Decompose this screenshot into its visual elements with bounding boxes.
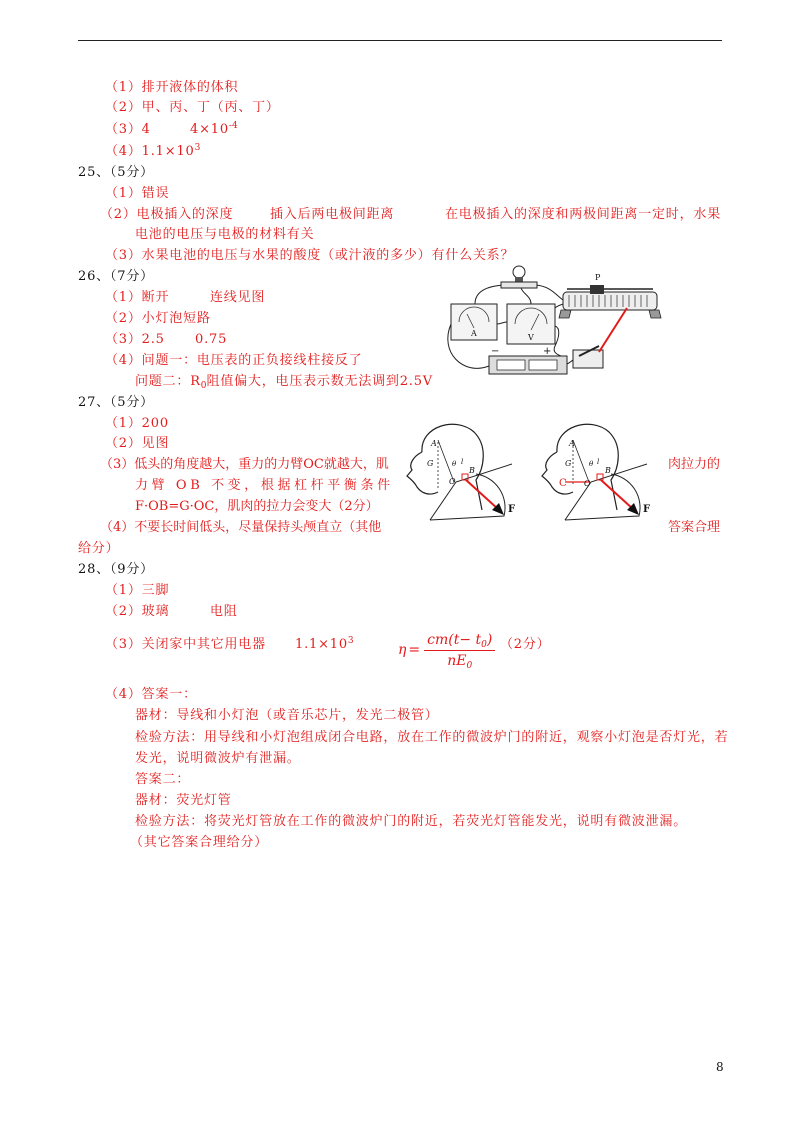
q26-answer-2: （2）小灯泡短路 [105,311,211,326]
q28-answer-3-base: 1.1×10 [295,637,348,652]
label-F: F [508,504,516,515]
q24-answer-4-base: （4）1.1×10 [105,144,195,159]
q26-answer-4-line2-prefix: 问题二：R [135,374,201,389]
q27-answer-4-line2: 给分） [78,541,120,556]
ammeter-label: A [471,329,477,338]
q24-answer-3-label: （3）4 [105,122,151,137]
wire-ammeter-voltmeter [497,322,507,324]
q24-answer-4-exponent: 3 [194,143,201,153]
battery-cell-1 [497,360,525,370]
q28-answer-3-value [295,637,354,653]
label-A: A [431,439,437,448]
q26-heading: 26、（7分） [78,269,154,284]
q28-option1-method-line2: 发光，说明微波炉有泄漏。 [135,751,301,766]
q24-answer-3-base: 4×10 [190,122,229,137]
label-theta: θ [452,460,457,468]
denominator-main: nE [447,652,467,669]
q24-answer-1: （1）排开液体的体积 [105,80,239,95]
label-theta: θ [589,460,594,468]
q28-option1-equipment: 器材：导线和小灯泡（或音乐芯片，发光二极管） [135,708,439,723]
q27-answer-4-line1: （4）不要长时间低头，尽量保持头颅直立（其他 [100,520,382,535]
q28-option1-method-line1: 检验方法：用导线和小灯泡组成闭合电路，放在工作的微波炉门的附近，观察小灯泡是否灯光，若 [135,730,729,745]
q27-answer-3-line1-right: 肉拉力的 [668,457,721,472]
force-arrow-line [466,480,498,509]
q28-option2-equipment: 器材：荧光灯管 [135,793,232,808]
numerator-close: ) [486,631,493,648]
q26-answer-4-line2-suffix: 阻值偏大，电压表示数无法调到2.5V [206,374,433,389]
red-wire [599,308,627,352]
header-rule [78,40,722,41]
q28-answer-2-part1: （2）玻璃 [105,604,170,619]
label-F: F [643,504,651,515]
q25-answer-2-part3: 在电极插入的深度和两极间距离一定时，水果 [445,207,722,222]
q26-answer-4-line2-subscript: 0 [200,381,207,391]
q28-answer-3-part1: （3）关闭家中其它用电器 [105,637,266,652]
q28-answer-1: （1）三脚 [105,583,170,598]
battery-positive-label: + [543,346,552,357]
bulb-icon [513,266,525,278]
label-B: B [605,466,611,475]
label-l: l [461,458,464,466]
q28-answer-2-part2: 电阻 [210,604,238,619]
rheostat [559,285,661,318]
circuit-diagram [445,264,667,388]
numerator-subscript: 0 [481,639,487,650]
q24-answer-2: （2）甲、丙、丁（丙、丁） [105,100,280,115]
q28-note: （其它答案合理给分） [130,835,269,850]
q27-answer-4-line1-right: 答案合理 [668,520,721,535]
efficiency-formula [398,628,495,672]
q25-answer-2-part1: （2）电极插入的深度 [100,207,234,222]
label-B: B [469,466,475,475]
q27-answer-1: （1）200 [105,416,169,431]
formula-eta: η [398,642,407,658]
q28-option2-method: 检验方法：将荧光灯管放在工作的微波炉门的附近，若荧光灯管能发光，说明有微波泄漏。 [135,814,688,829]
head-lever-figures [400,412,670,524]
q24-answer-4 [105,144,200,160]
q25-answer-1: （1）错误 [105,186,170,201]
q28-answer-4-heading: （4）答案一： [105,687,197,702]
q26-answer-4-line2 [135,374,433,390]
q24-answer-3-value [190,122,238,138]
wire-voltmeter-bulb [521,288,531,304]
q26-answer-3-part1: （3）2.5 [105,332,165,347]
label-G: G [565,459,572,468]
label-l: l [597,458,600,466]
force-arrow-line [601,480,633,509]
q27-answer-2: （2）见图 [105,436,170,451]
q25-answer-2-part2: 插入后两电极间距离 [270,207,395,222]
wire-bulb-rheostat [535,285,563,300]
rheostat-slider [590,285,604,294]
label-C: C [559,478,567,489]
q26-answer-1-part1: （1）断开 [105,290,170,305]
q26-answer-4-line1: （4）问题一：电压表的正负接线柱接反了 [105,353,363,368]
formula-numerator [424,632,495,651]
q24-answer-3-exponent: -4 [228,121,238,131]
formula-equals: = [408,642,421,658]
q25-heading: 25、（5分） [78,165,154,180]
battery-negative-label: − [491,346,500,357]
head-figure-left [407,424,515,520]
formula-fraction [424,632,495,669]
label-O: O [449,477,456,486]
label-A: A [569,439,575,448]
q28-answer-3-exponent: 3 [347,636,354,646]
q27-answer-3-line3: F·OB=G·OC，肌肉的拉力会变大（2分） [135,499,379,514]
q28-heading: 28、（9分） [78,562,154,577]
label-O: O [584,479,591,488]
q28-option2-heading: 答案二： [135,772,191,787]
q25-answer-2-continued: 电池的电压与电极的材料有关 [135,227,315,242]
slider-label: P [595,273,601,282]
bulb-socket [515,277,523,282]
voltmeter-label: V [528,333,534,342]
denominator-subscript: 0 [466,660,473,671]
lever-arm-line [573,440,589,482]
switch [573,350,603,368]
battery-cell-2 [529,360,557,370]
head-figure-right [542,424,650,520]
numerator-main: cm(t− t [427,631,482,648]
q26-answer-3-part2: 0.75 [195,332,228,347]
q27-answer-3-line1: （3）低头的角度越大，重力的力臂OC就越大，肌 [100,457,389,472]
label-G: G [427,459,434,468]
wire-voltmeter-battery [554,326,567,358]
q26-answer-1-part2: 连线见图 [210,290,266,305]
q28-answer-3-points: （2分） [500,637,551,652]
bulb-base [501,282,537,288]
q25-answer-3: （3）水果电池的电压与水果的酸度（或汁液的多少）有什么关系？ [105,248,515,263]
formula-denominator [447,651,472,669]
q27-heading: 27、（5分） [78,395,154,410]
q27-answer-3-line2: 力臂 OB 不变，根据杠杆平衡条件 [135,478,394,493]
page-number: 8 [716,1060,724,1074]
